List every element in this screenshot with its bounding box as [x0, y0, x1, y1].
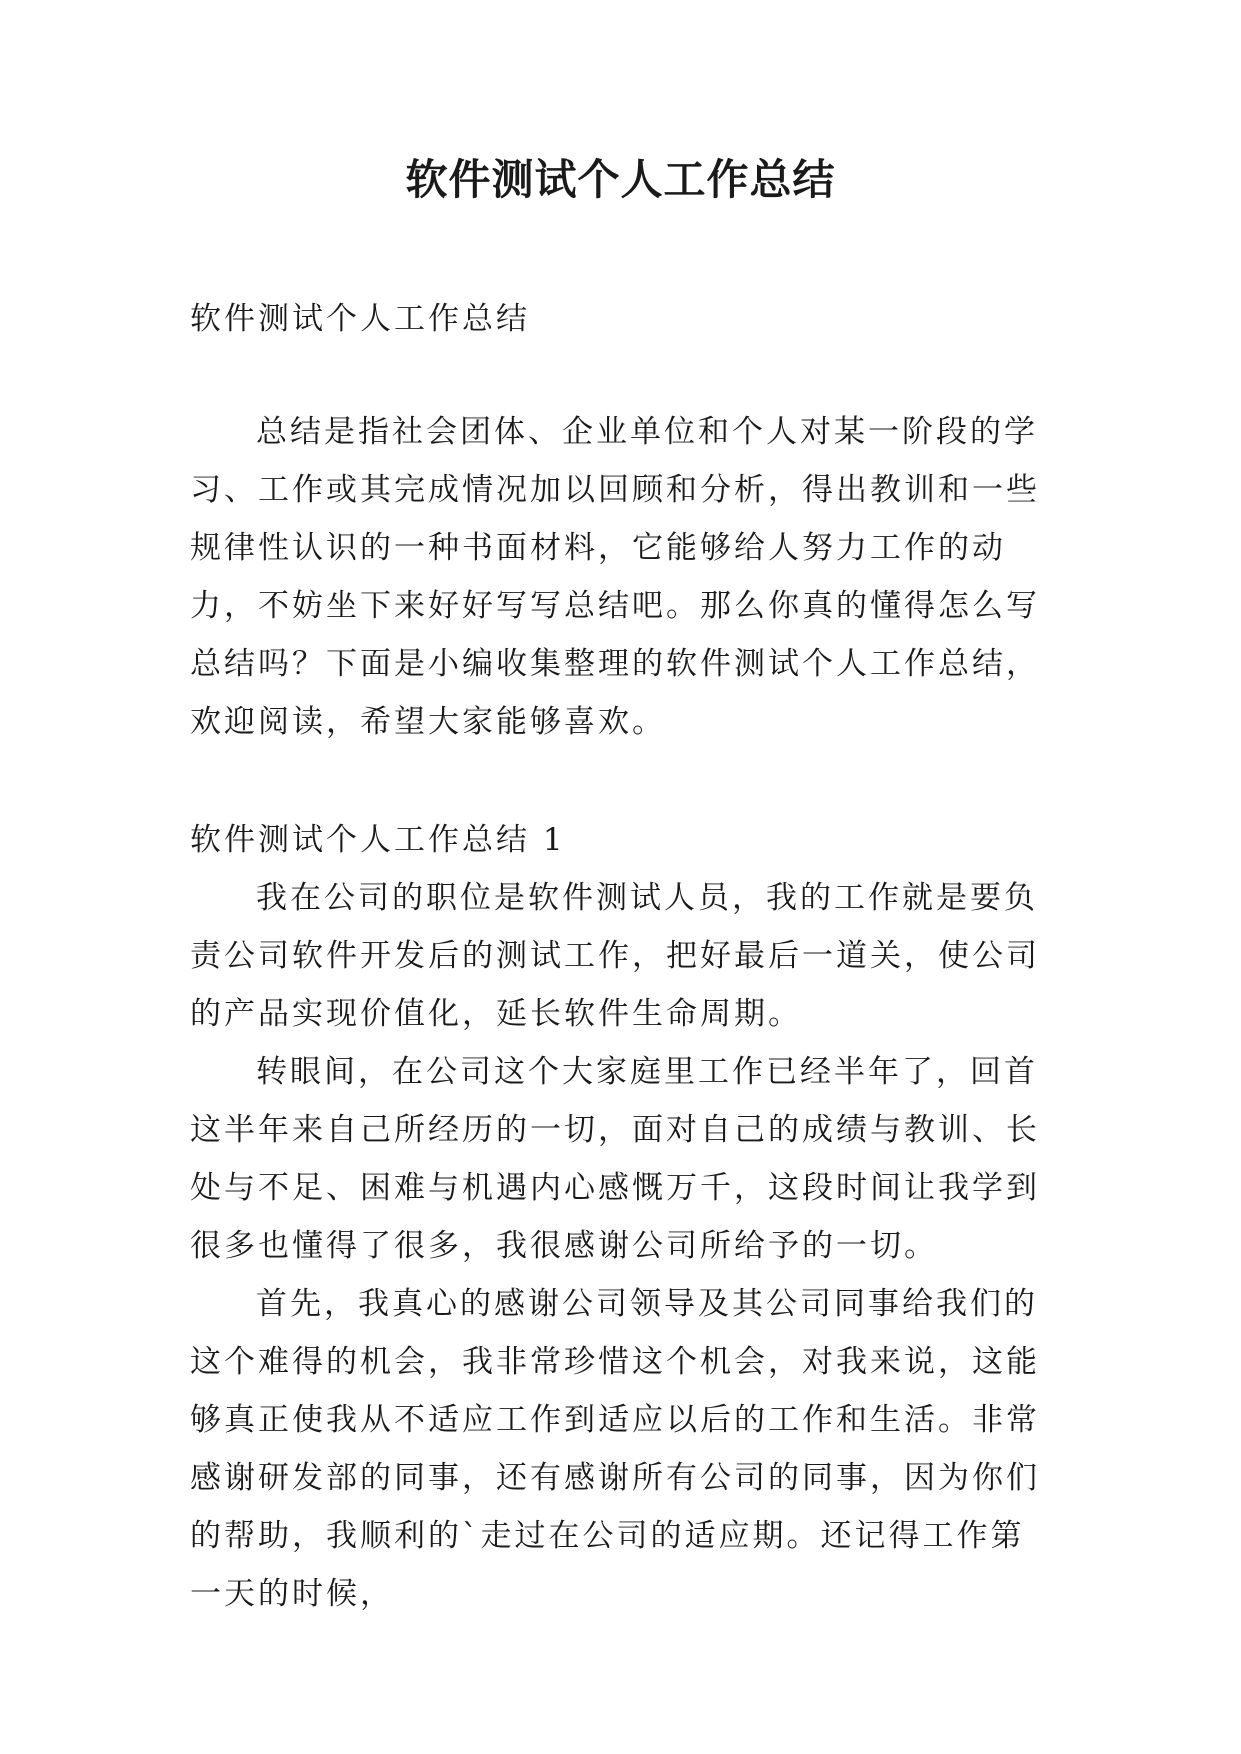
body-paragraph: 首先，我真心的感谢公司领导及其公司同事给我们的这个难得的机会，我非常珍惜这个机会，对我来说，这能够真正使我从不适应工作到适应以后的工作和生活。非常感谢研发部的同事，还有感谢所有公司的同事，因为你们的帮助，我顺利的`走过在公司的适应期。还记得工作第一天的时候，	[190, 1286, 1040, 1612]
intro-paragraph: 总结是指社会团体、企业单位和个人对某一阶段的学习、工作或其完成情况加以回顾和分析，得出教训和一些规律性认识的一种书面材料，它能够给人努力工作的动力，不妨坐下来好好写写总结吧。那么你真的懂得怎么写总结吗？下面是小编收集整理的软件测试个人工作总结，欢迎阅读，希望大家能够喜欢。	[190, 414, 1040, 740]
section-heading: 软件测试个人工作总结 1	[190, 822, 566, 858]
body-paragraph: 我在公司的职位是软件测试人员，我的工作就是要负责公司软件开发后的测试工作，把好最后一道关，使公司的产品实现价值化，延长软件生命周期。	[190, 880, 1040, 1032]
document-title: 软件测试个人工作总结	[405, 155, 836, 204]
section-body	[190, 869, 1050, 1623]
document-subtitle: 软件测试个人工作总结	[190, 301, 530, 337]
body-paragraph: 转眼间，在公司这个大家庭里工作已经半年了，回首这半年来自己所经历的一切，面对自己的成绩与教训、长处与不足、困难与机遇内心感慨万千，这段时间让我学到很多也懂得了很多，我很感谢公司所给予的一切。	[190, 1054, 1040, 1264]
